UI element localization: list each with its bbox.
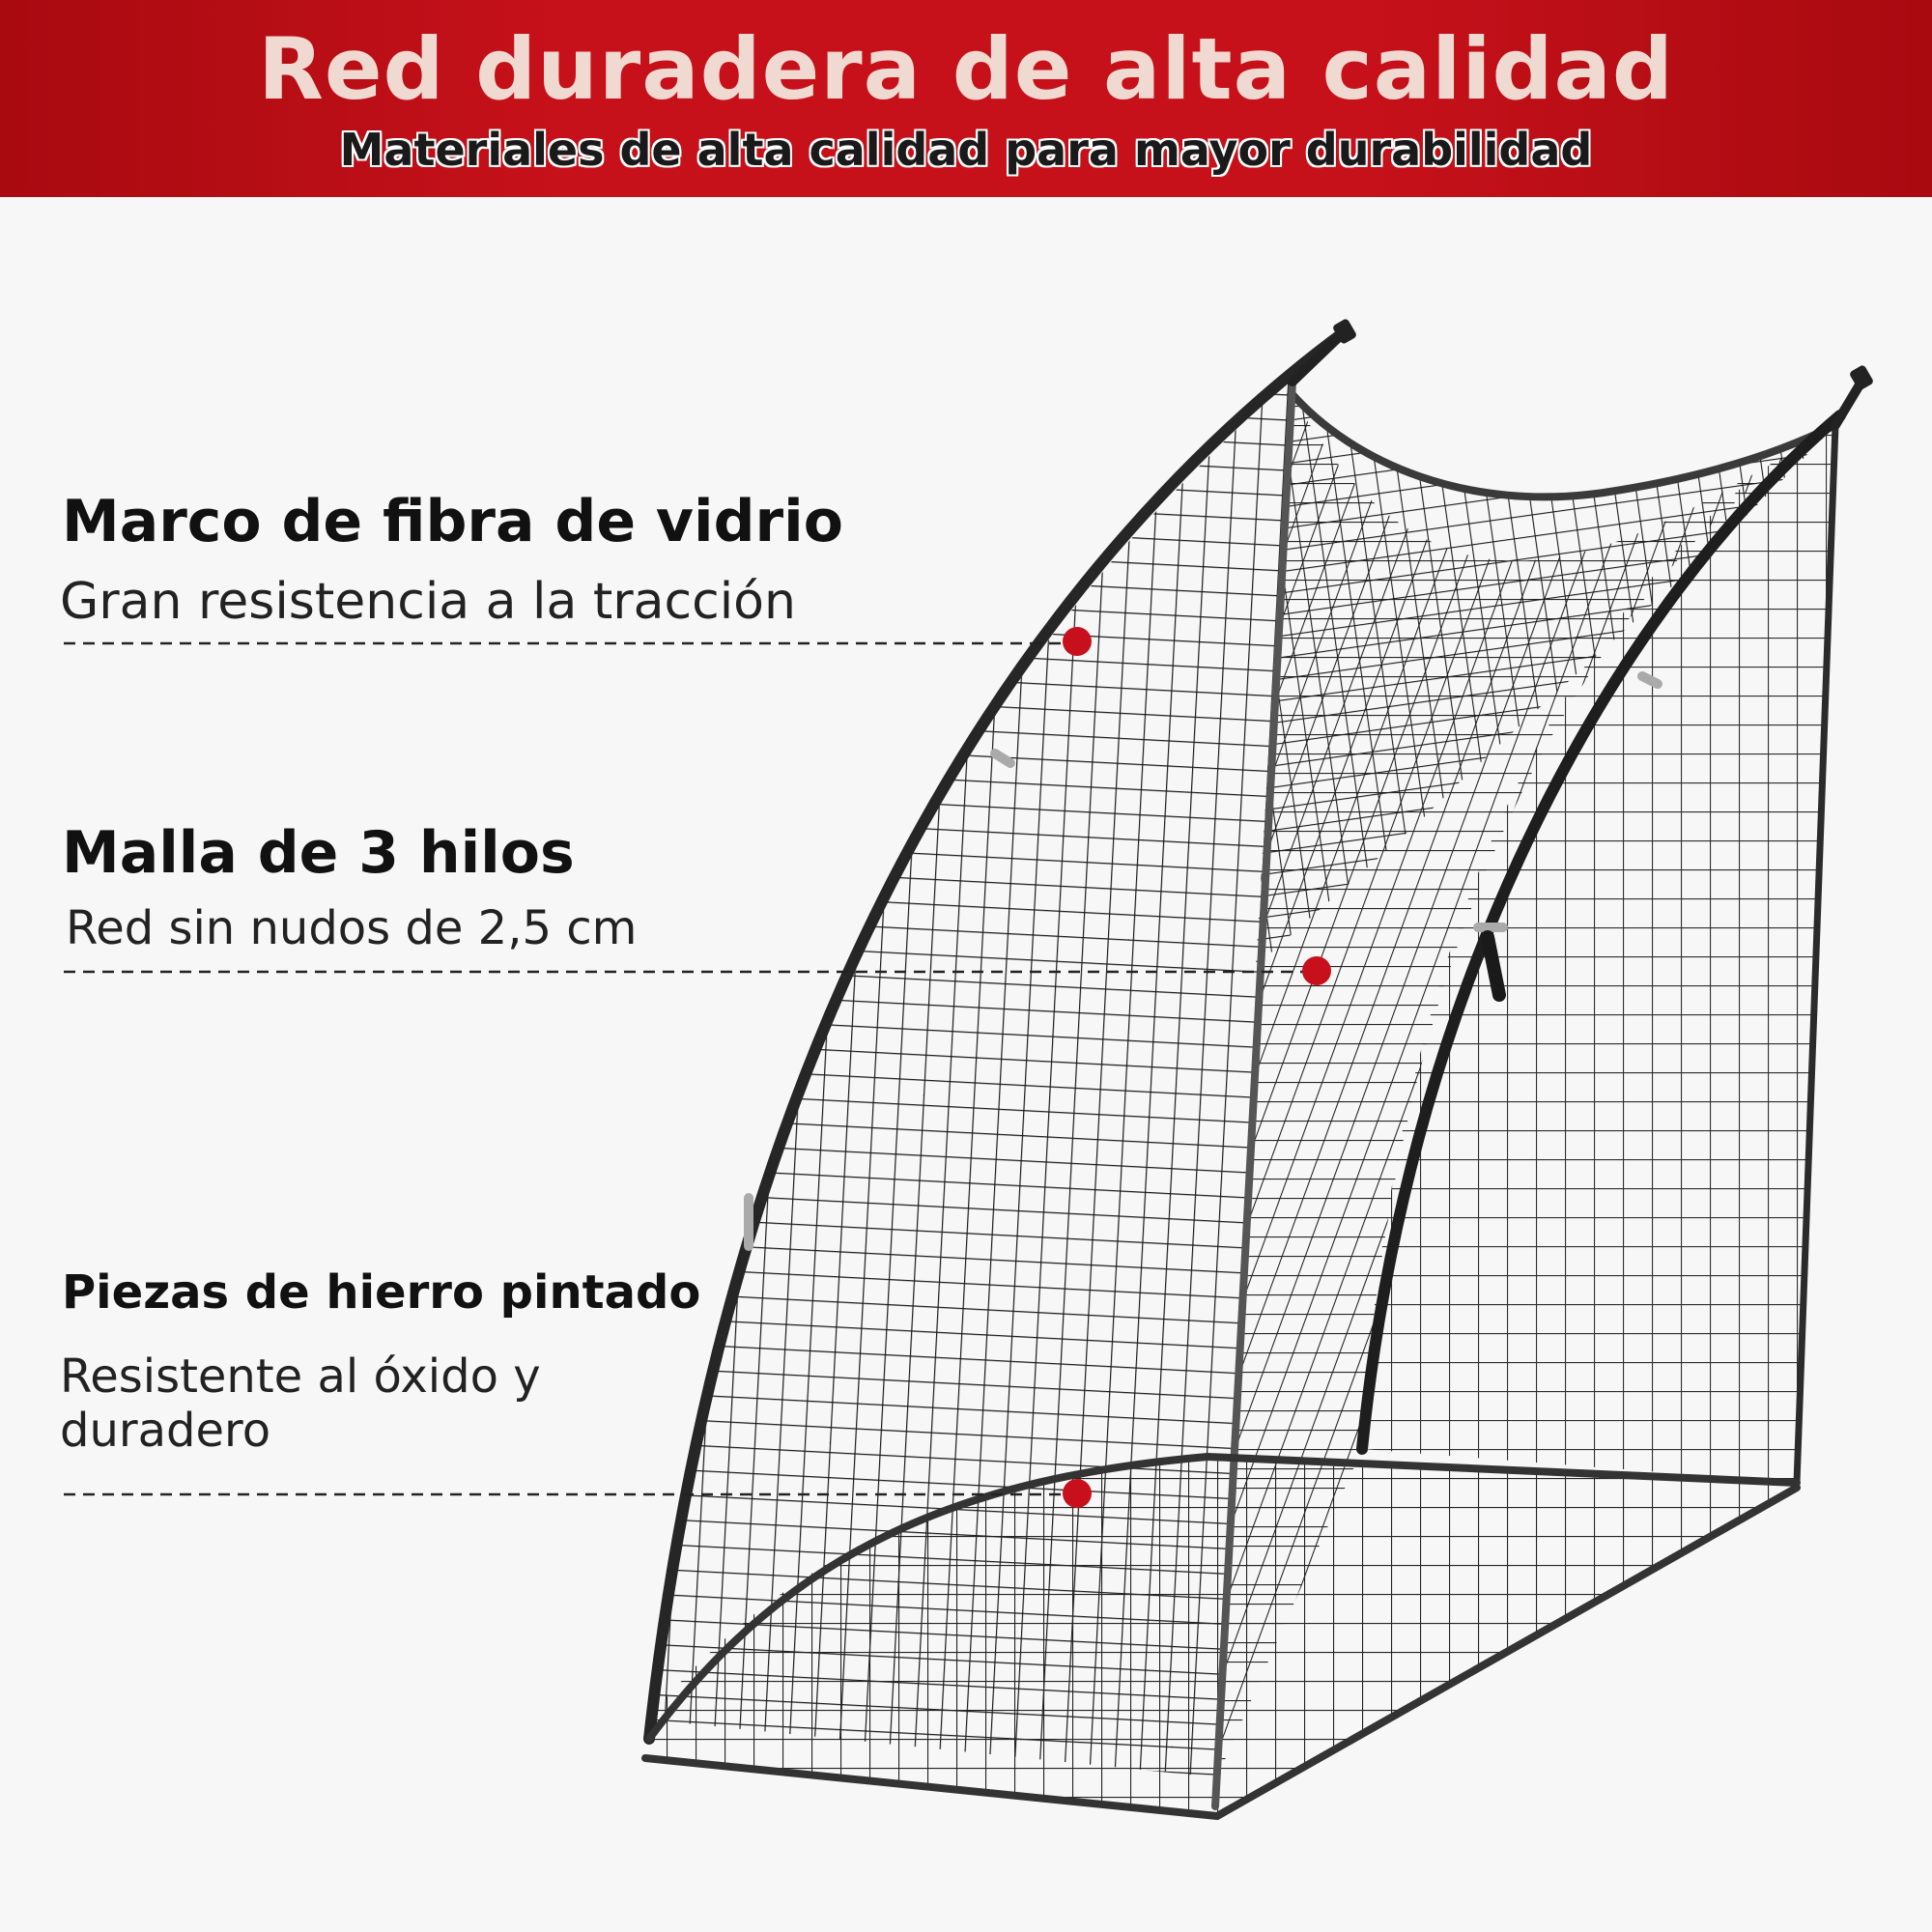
- page-title: Red duradera de alta calidad: [258, 19, 1674, 119]
- marker-iron: [1063, 1479, 1092, 1508]
- feature-title-iron: Piezas de hierro pintado: [62, 1265, 701, 1320]
- feature-desc-iron-line2: duradero: [60, 1404, 271, 1458]
- page-subtitle: Materiales de alta calidad para mayor durabilidad: [339, 124, 1593, 176]
- feature-title-mesh: Malla de 3 hilos: [62, 819, 575, 887]
- feature-desc-iron-line1: Resistente al óxido y: [60, 1350, 541, 1404]
- marker-mesh: [1302, 956, 1331, 985]
- feature-desc-frame: Gran resistencia a la tracción: [60, 573, 796, 631]
- feature-title-frame: Marco de fibra de vidrio: [62, 488, 843, 555]
- feature-desc-mesh: Red sin nudos de 2,5 cm: [66, 901, 638, 955]
- marker-frame: [1063, 627, 1092, 656]
- top-bar: [1293, 333, 1343, 382]
